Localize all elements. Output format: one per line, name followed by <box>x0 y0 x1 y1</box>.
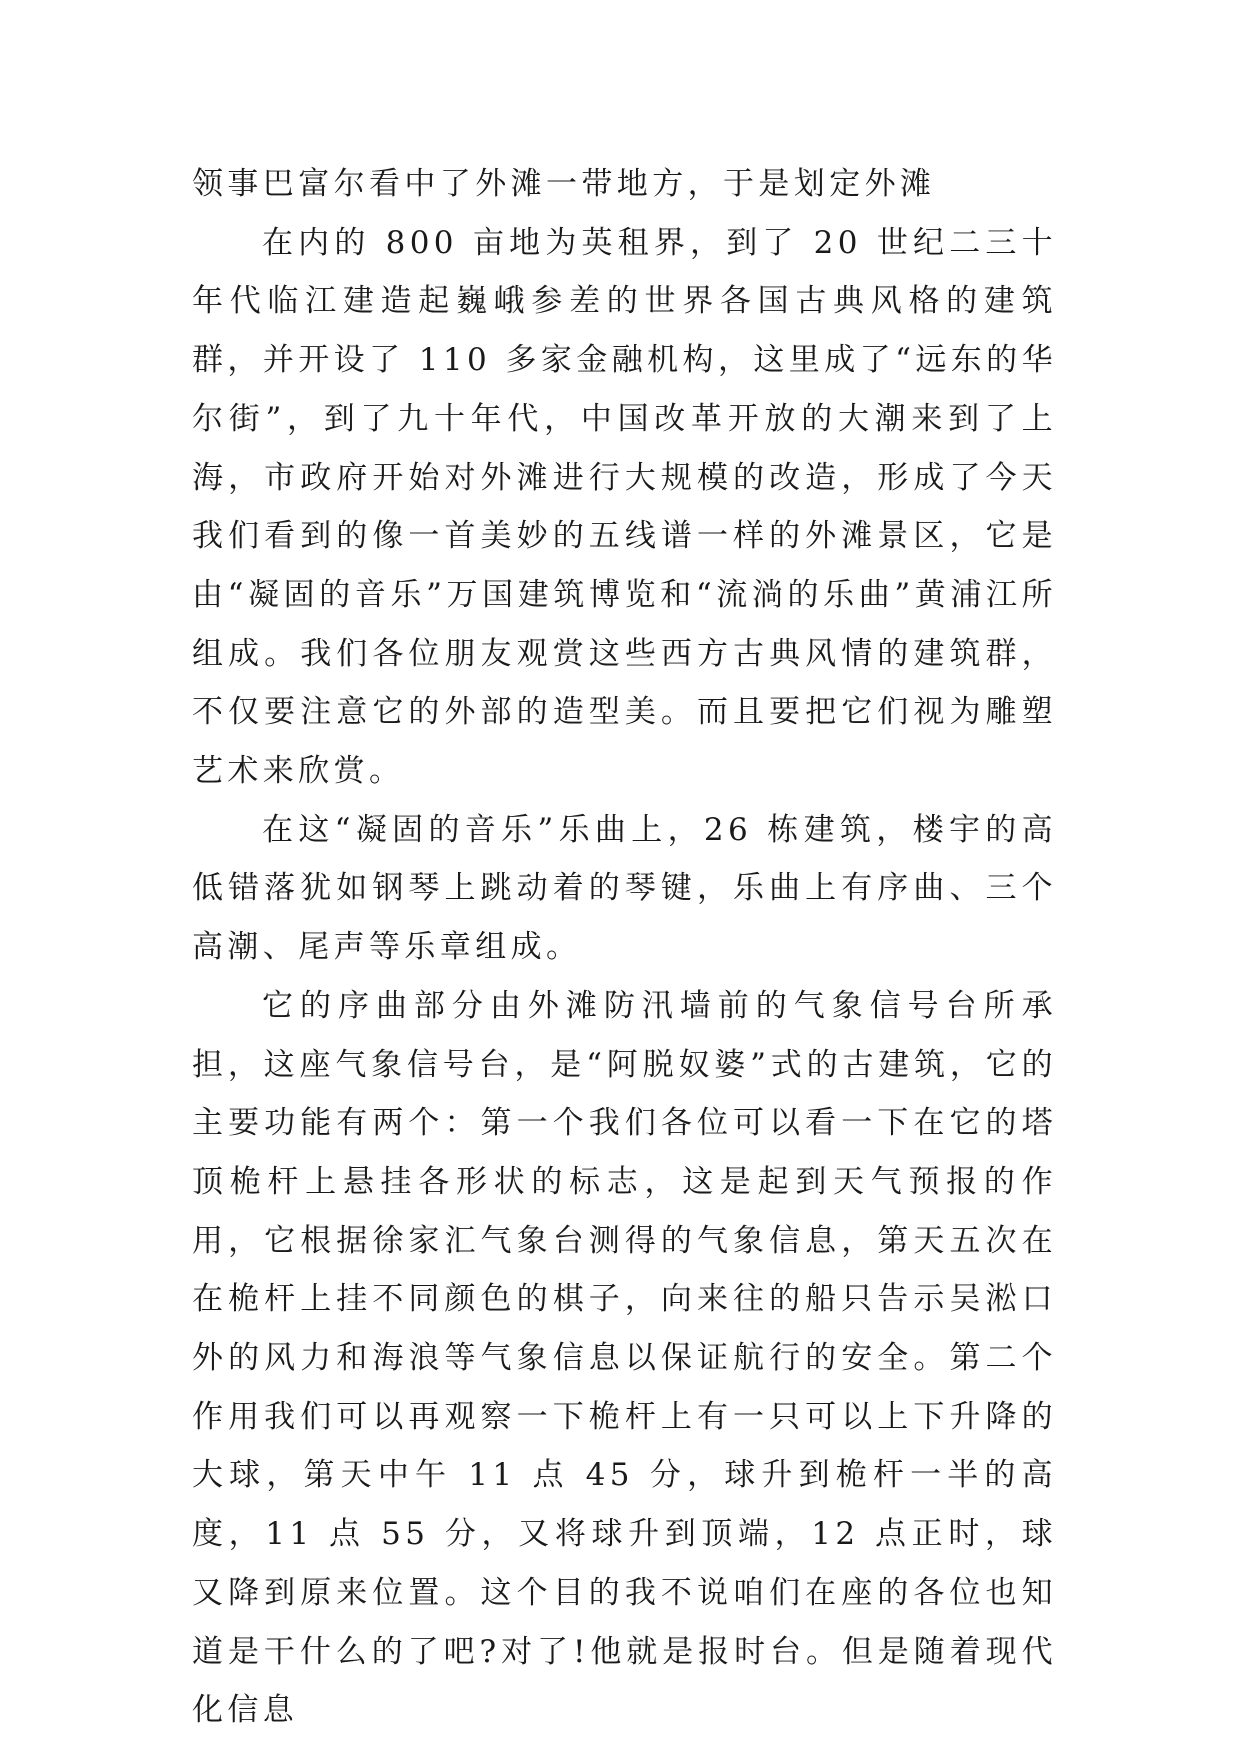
paragraph-2: 在内的 800 亩地为英租界，到了 20 世纪二三十年代临江建造起巍峨参差的世界各国古典风格的建筑群，并开设了 110 多家金融机构，这里成了“远东的华尔街”，到了九十年代，中国改革开放的大潮来到了上海，市政府开始对外滩进行大规模的改造，形成了今天我们看到的像一首美妙的五线谱一样的外滩景区，它是由“凝固的音乐”万国建筑博览和“流淌的乐曲”黄浦江所组成。我们各位朋友观赏这些西方古典风情的建筑群，不仅要注意它的外部的造型美。而且要把它们视为雕塑艺术来欣赏。 <box>192 224 1057 790</box>
paragraph-1: 领事巴富尔看中了外滩一带地方，于是划定外滩 <box>192 166 936 202</box>
paragraph-4: 它的序曲部分由外滩防汛墙前的气象信号台所承担，这座气象信号台，是“阿脱奴婆”式的古建筑，它的主要功能有两个：第一个我们各位可以看一下在它的塔顶桅杆上悬挂各形状的标志，这是起到天气预报的作用，它根据徐家汇气象台测得的气象信息，第天五次在在桅杆上挂不同颜色的棋子，向来往的船只告示吴淞口外的风力和海浪等气象信息以保证航行的安全。第二个作用我们可以再观察一下桅杆上有一只可以上下升降的大球，第天中午 11 点 45 分，球升到桅杆一半的高度，11 点 55 分，又将球升到顶端，12 点正时，球又降到原来位置。这个目的我不说咱们在座的各位也知道是干什么的了吧?对了!他就是报时台。但是随着现代化信息 <box>192 987 1057 1729</box>
paragraph-3: 在这“凝固的音乐”乐曲上，26 栋建筑，楼宇的高低错落犹如钢琴上跳动着的琴键，乐曲上有序曲、三个高潮、尾声等乐章组成。 <box>192 811 1057 966</box>
document-body <box>192 155 1057 1740</box>
